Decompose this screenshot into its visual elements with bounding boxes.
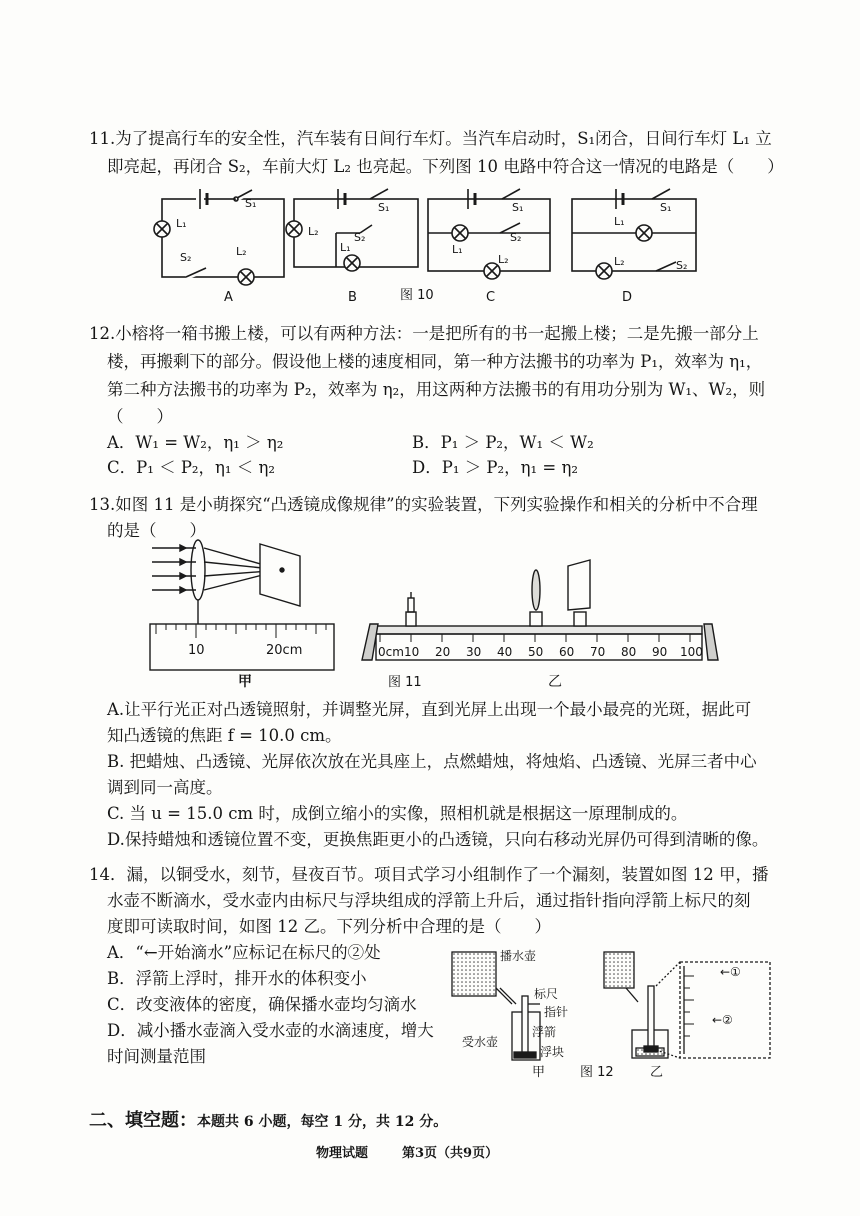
q13-line2: 的是（ ） [107,521,206,540]
label-l1-c: L₁ [452,243,463,256]
ruler-yi-tick-30: 30 [466,645,482,659]
ruler-yi-tick-20: 20 [435,645,451,659]
circuit-label-d: D [622,290,633,305]
ruler-jia-tick-20: 20cm [266,643,303,658]
q12-option-b: B．P₁ ＞ P₂，W₁ ＜ W₂ [412,433,594,452]
label-bo-shui-hu: 播水壶 [500,949,537,963]
label-l1-b: L₁ [340,241,351,254]
q14-option-a: A．“←开始滴水”应标记在标尺的②处 [107,943,381,962]
label-shou-shui-hu: 受水壶 [462,1035,499,1049]
figure-11 [0,540,860,690]
label-s2-c: S₂ [510,231,522,244]
label-s2-d: S₂ [676,259,688,272]
figure-11-yi-label: 乙 [548,674,562,690]
label-l2-c: L₂ [498,253,509,266]
circuit-a [154,189,284,285]
section-2-title: 二、填空题： [89,1110,197,1131]
label-l2-a: L₂ [236,245,247,258]
q12-option-d: D．P₁ ＞ P₂，η₁ = η₂ [412,458,578,477]
label-fu-jian: 浮箭 [532,1025,557,1039]
label-s2-a: S₂ [180,251,192,264]
section-2-heading [89,1110,447,1133]
q12-line4: （ ） [107,407,173,426]
q13-line1: 13.如图 11 是小萌探究“凸透镜成像规律”的实验装置，下列实验操作和相关的分析中不合理 [89,495,758,514]
label-l2-b: L₂ [308,225,319,238]
label-fu-kuai: 浮块 [540,1045,565,1059]
ruler-yi-tick-80: 80 [621,645,637,659]
label-mark-1: ←① [720,965,741,979]
figure-11-jia [150,540,334,670]
label-s1-c: S₁ [512,201,524,214]
label-zhi-zhen: 指针 [544,1005,569,1019]
ruler-yi-tick-0: 0cm [378,645,404,659]
label-s1-d: S₁ [660,201,672,214]
q12-option-c: C．P₁ ＜ P₂，η₁ ＜ η₂ [107,458,276,477]
circuit-label-c: C [486,290,496,305]
label-mark-2: ←② [712,1013,733,1027]
q13-option-a-line2: 知凸透镜的焦距 f = 10.0 cm。 [107,726,342,745]
ruler-yi-tick-40: 40 [497,645,513,659]
q12-line1: 12.小榕将一箱书搬上楼，可以有两种方法：一是把所有的书一起搬上楼；二是先搬一部分上 [89,324,759,343]
circuit-label-b: B [348,290,357,305]
q14-option-c: C．改变液体的密度，确保播水壶均匀滴水 [107,995,417,1014]
q13-option-c: C. 当 u = 15.0 cm 时，成倒立缩小的实像，照相机就是根据这一原理制成的。 [107,804,688,823]
q12-option-a: A．W₁ = W₂，η₁ ＞ η₂ [107,433,284,452]
q14-option-d-line1: D．减小播水壶滴入受水壶的水滴速度，增大 [107,1021,434,1040]
figure-11-caption: 图 11 [388,675,422,690]
ruler-yi-tick-70: 70 [590,645,606,659]
figure-10-caption: 图 10 [400,288,434,303]
label-l2-d: L₂ [614,255,625,268]
label-biao-chi: 标尺 [534,987,559,1001]
ruler-yi-tick-60: 60 [559,645,575,659]
q12-line3: 第二种方法搬书的功率为 P₂，效率为 η₂，用这两种方法搬书的有用功分别为 W₁、W₂，则 [107,380,766,399]
circuit-label-a: A [224,290,233,305]
q13-option-a-line1: A.让平行光正对凸透镜照射，并调整光屏，直到光屏上出现一个最小最亮的光斑，据此可 [107,700,752,719]
q11-line2: 即亮起，再闭合 S₂，车前大灯 L₂ 也亮起。下列图 10 电路中符合这一情况的电路是（ ） [107,157,784,176]
label-l1-a: L₁ [176,217,187,230]
figure-12-caption: 图 12 [580,1065,614,1080]
q14-line3: 度即可读取时间，如图 12 乙。下列分析中合理的是（ ） [107,917,551,936]
q14-line1: 14．漏，以铜受水，刻节，昼夜百节。项目式学习小组制作了一个漏刻，装置如图 12 甲，播 [89,865,769,884]
section-2-desc: 本题共 6 小题，每空 1 分，共 12 分。 [197,1114,448,1130]
figure-10-circuits [0,185,860,305]
ruler-jia-tick-10: 10 [188,643,205,658]
figure-12-jia-label: 甲 [532,1065,546,1080]
ruler-yi-tick-50: 50 [528,645,544,659]
q14-option-d-line2: 时间测量范围 [107,1047,206,1066]
q14-line2: 水壶不断滴水，受水壶内由标尺与浮块组成的浮箭上升后，通过指针指向浮箭上标尺的刻 [107,891,751,910]
q13-option-b-line1: B. 把蜡烛、凸透镜、光屏依次放在光具座上，点燃蜡烛，将烛焰、凸透镜、光屏三者中心 [107,752,757,771]
label-s2-b: S₂ [354,231,366,244]
q14-option-b: B．浮箭上浮时，排开水的体积变小 [107,969,367,988]
circuit-b [286,189,418,271]
q13-option-b-line2: 调到同一高度。 [107,778,223,797]
q11-line1: 11.为了提高行车的安全性，汽车装有日间行车灯。当汽车启动时，S₁闭合，日间行车灯 L₁ 立 [89,129,772,148]
ruler-yi-tick-100: 100 [680,645,703,659]
q13-option-d: D.保持蜡烛和透镜位置不变，更换焦距更小的凸透镜，只向右移动光屏仍可得到清晰的像。 [107,830,769,849]
label-s1-b: S₁ [378,201,390,214]
figure-12 [0,940,860,1080]
figure-11-jia-label: 甲 [238,674,252,690]
footer-subject: 物理试题 [316,1146,369,1161]
figure-12-yi-label: 乙 [650,1065,664,1080]
q12-line2: 楼，再搬剩下的部分。假设他上楼的速度相同，第一种方法搬书的功率为 P₁，效率为 η₁， [107,352,763,371]
label-l1-d: L₁ [614,215,625,228]
label-s1-a: S₁ [245,197,257,210]
circuit-c [428,189,550,279]
ruler-yi-tick-90: 90 [652,645,668,659]
footer-page: 第3页（共9页） [402,1146,499,1161]
ruler-yi-tick-10: 10 [404,645,420,659]
